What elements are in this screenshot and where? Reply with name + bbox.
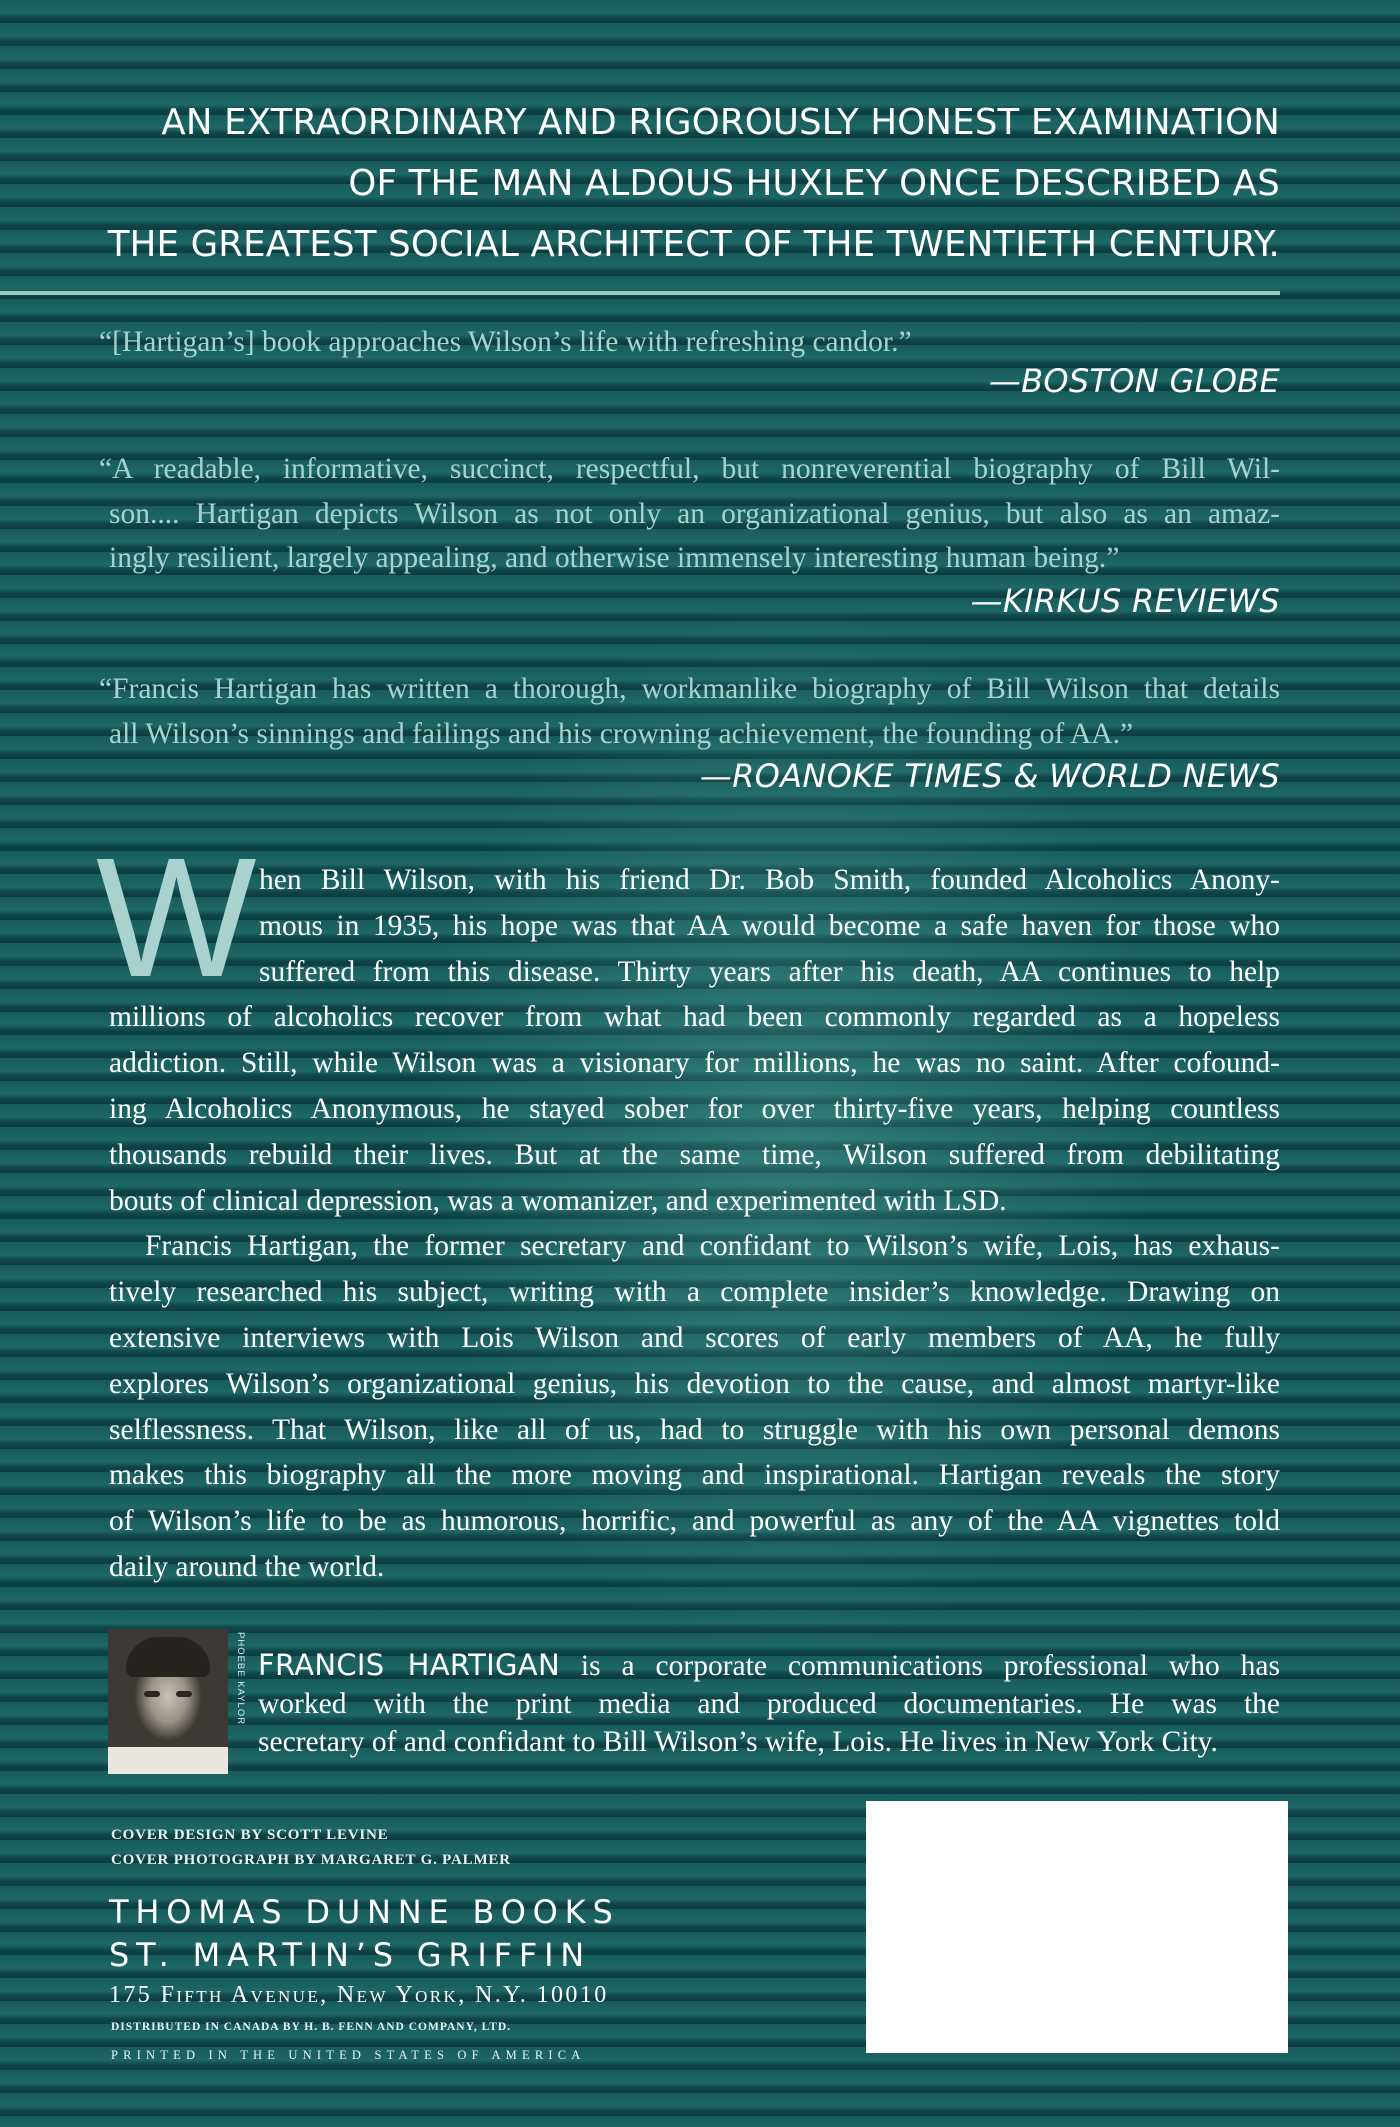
review-quote <box>99 447 1280 581</box>
barcode-area <box>866 1801 1288 2053</box>
body-line: extensive interviews with Lois Wilson and scores of early members of AA, he fully <box>109 1321 1280 1354</box>
author-bio-line: secretary of and confidant to Bill Wilson’s wife, Lois. He lives in New York City. <box>258 1726 1218 1758</box>
author-photo <box>108 1629 228 1774</box>
photo-credit: PHOEBE KAYLOR <box>235 1632 246 1726</box>
publisher-imprint: THOMAS DUNNE BOOKS <box>109 1893 620 1931</box>
body-line: ing Alcoholics Anonymous, he stayed sober for over thirty-five years, helping countless <box>109 1092 1280 1125</box>
drop-cap: W <box>96 823 257 1013</box>
quote-line: son.... Hartigan depicts Wilson as not only an organizational genius, but also as an amaz- <box>109 497 1280 530</box>
body-line: millions of alcoholics recover from what had been commonly regarded as a hopeless <box>109 1001 1280 1034</box>
author-bio <box>258 1646 1280 1761</box>
quote-line: ingly resilient, largely appealing, and otherwise immensely interesting human being.” <box>109 542 1120 574</box>
body-line: hen Bill Wilson, with his friend Dr. Bob Smith, founded Alcoholics Anony- <box>259 864 1280 896</box>
quote-line: “Francis Hartigan has written a thorough, workmanlike biography of Bill Wilson that details <box>99 673 1280 705</box>
review-quote <box>99 667 1280 756</box>
headline <box>100 92 1280 275</box>
quote-line: all Wilson’s sinnings and failings and his crowning achievement, the founding of AA.” <box>109 717 1134 750</box>
body-line: bouts of clinical depression, was a womanizer, and experimented with LSD. <box>109 1184 1007 1217</box>
quote-attribution: —ROANOKE TIMES & WORLD NEWS <box>699 757 1280 795</box>
printed-note: PRINTED IN THE UNITED STATES OF AMERICA <box>111 2048 586 2062</box>
body-line: selflessness. That Wilson, like all of us, had to struggle with his own personal demons <box>109 1413 1280 1446</box>
body-line: of Wilson’s life to be as humorous, horrific, and powerful as any of the AA vignettes told <box>109 1505 1280 1538</box>
body-line: Francis Hartigan, the former secretary and confidant to Wilson’s wife, Lois, has exhaus- <box>145 1230 1280 1263</box>
publisher-address: 175 Fifth Avenue, New York, N.Y. 10010 <box>109 1982 609 2008</box>
quote-line: “[Hartigan’s] book approaches Wilson’s life with refreshing candor.” <box>99 326 912 358</box>
body-line: tively researched his subject, writing with a complete insider’s knowledge. Drawing on <box>109 1276 1280 1309</box>
author-bio-text: is a corporate communications professional who has <box>559 1650 1281 1682</box>
review-quote <box>99 320 1280 365</box>
body-line: explores Wilson’s organizational genius, his devotion to the cause, and almost martyr-like <box>109 1367 1280 1400</box>
headline-line: AN EXTRAORDINARY AND RIGOROUSLY HONEST EXAMINATION <box>161 102 1280 143</box>
publisher-imprint: ST. MARTIN’S GRIFFIN <box>109 1936 592 1974</box>
quote-attribution: —BOSTON GLOBE <box>988 362 1280 400</box>
body-text <box>109 858 1280 1591</box>
author-bio-line: worked with the print media and produced documentaries. He was the <box>258 1688 1280 1720</box>
body-line: mous in 1935, his hope was that AA would become a safe haven for those who <box>259 909 1280 942</box>
body-line: suffered from this disease. Thirty years after his death, AA continues to help <box>259 955 1280 988</box>
body-line: addiction. Still, while Wilson was a visionary for millions, he was no saint. After cofound- <box>109 1047 1280 1080</box>
author-bio-line <box>258 1646 1280 1685</box>
headline-line: OF THE MAN ALDOUS HUXLEY ONCE DESCRIBED AS <box>348 163 1280 204</box>
body-line: daily around the world. <box>109 1550 385 1583</box>
author-name: FRANCIS HARTIGAN <box>258 1648 560 1682</box>
body-line: makes this biography all the more moving and inspirational. Hartigan reveals the story <box>109 1459 1280 1492</box>
quote-attribution: —KIRKUS REVIEWS <box>970 582 1280 620</box>
cover-design-credit: COVER DESIGN BY SCOTT LEVINE <box>111 1827 389 1843</box>
body-line: thousands rebuild their lives. But at the same time, Wilson suffered from debilitating <box>109 1138 1280 1171</box>
cover-photograph-credit: COVER PHOTOGRAPH BY MARGARET G. PALMER <box>111 1852 511 1868</box>
distribution-note: DISTRIBUTED IN CANADA BY H. B. FENN AND COMPANY, LTD. <box>111 2021 512 2033</box>
divider-rule <box>0 291 1280 295</box>
headline-line: THE GREATEST SOCIAL ARCHITECT OF THE TWENTIETH CENTURY. <box>107 224 1280 265</box>
quote-line: “A readable, informative, succinct, respectful, but nonreverential biography of Bill Wil- <box>99 453 1280 485</box>
